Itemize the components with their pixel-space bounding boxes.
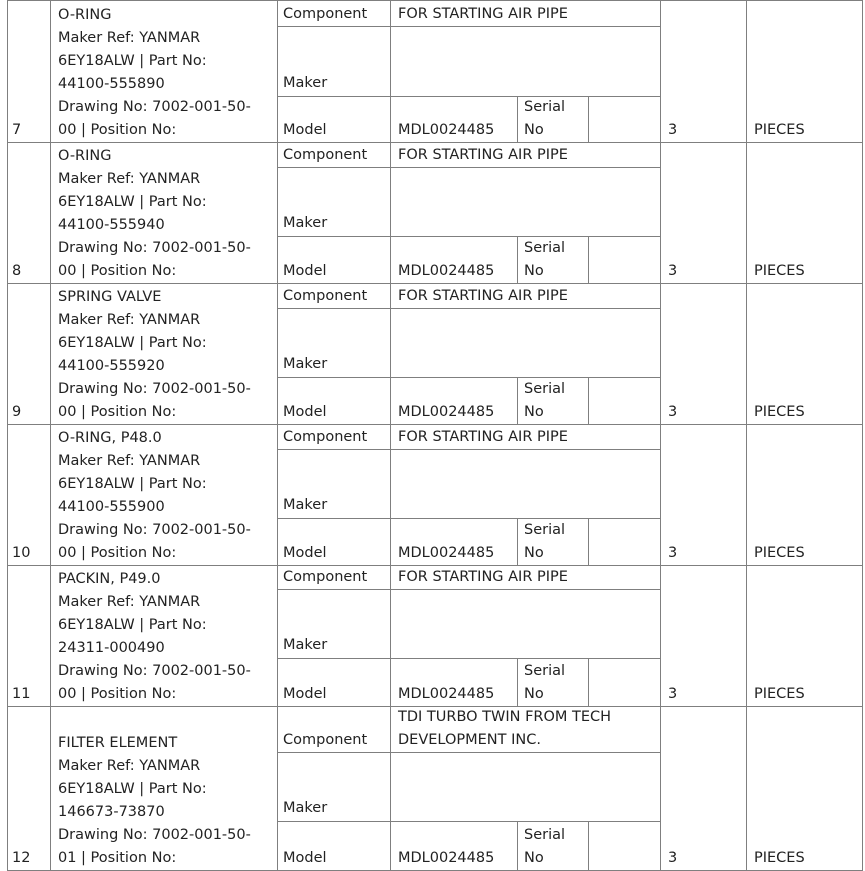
component-value: FOR STARTING AIR PIPE (398, 147, 568, 163)
grid-line (862, 283, 863, 424)
grid-line (7, 0, 8, 142)
grid-line (746, 283, 747, 424)
model-value: MDL0024485 (398, 850, 495, 866)
grid-line (517, 658, 518, 706)
model-value: MDL0024485 (398, 263, 495, 279)
grid-line (7, 142, 8, 283)
grid-line (277, 142, 278, 283)
grid-line (277, 565, 278, 706)
serial-label: No (524, 263, 544, 279)
grid-line (517, 821, 518, 870)
grid-line (390, 565, 391, 706)
grid-line (660, 0, 661, 142)
grid-line (588, 96, 589, 142)
item-description-line: Drawing No: 7002-001-50- (58, 663, 251, 679)
grid-line (50, 706, 51, 870)
item-description-line: 146673-73870 (58, 804, 165, 820)
grid-line (660, 142, 661, 283)
item-description-line: Maker Ref: YANMAR (58, 30, 201, 46)
model-value: MDL0024485 (398, 404, 495, 420)
item-description-line: O-RING, P48.0 (58, 430, 162, 446)
model-label: Model (283, 545, 327, 561)
grid-line (277, 308, 661, 309)
model-label: Model (283, 263, 327, 279)
serial-label: Serial (524, 99, 566, 115)
grid-line (277, 424, 278, 565)
serial-label: Serial (524, 522, 566, 538)
item-description-line: 6EY18ALW | Part No: (58, 335, 207, 351)
grid-line (588, 236, 589, 283)
grid-line (7, 283, 8, 424)
grid-line (862, 565, 863, 706)
grid-line (746, 565, 747, 706)
grid-line (277, 0, 278, 142)
grid-line (277, 821, 661, 822)
row-number: 11 (12, 686, 31, 702)
item-description-line: 00 | Position No: (58, 545, 177, 561)
serial-label: Serial (524, 381, 566, 397)
item-description-line: Maker Ref: YANMAR (58, 312, 201, 328)
serial-label: No (524, 122, 544, 138)
row-number: 8 (12, 263, 22, 279)
component-value: FOR STARTING AIR PIPE (398, 6, 568, 22)
model-value: MDL0024485 (398, 545, 495, 561)
item-description-line: 00 | Position No: (58, 122, 177, 138)
grid-line (746, 424, 747, 565)
model-label: Model (283, 850, 327, 866)
component-label: Component (283, 732, 368, 748)
serial-label: Serial (524, 827, 566, 843)
model-label: Model (283, 404, 327, 420)
grid-line (862, 424, 863, 565)
grid-line (390, 706, 391, 870)
grid-line (277, 26, 661, 27)
unit-value: PIECES (754, 263, 805, 279)
item-description-line: 44100-555890 (58, 76, 165, 92)
grid-line (517, 377, 518, 424)
item-description-line: Drawing No: 7002-001-50- (58, 99, 251, 115)
serial-label: Serial (524, 240, 566, 256)
model-value: MDL0024485 (398, 686, 495, 702)
grid-line (277, 167, 661, 168)
item-description-line: Maker Ref: YANMAR (58, 453, 201, 469)
model-label: Model (283, 122, 327, 138)
item-description-line: O-RING (58, 148, 112, 164)
grid-line (50, 283, 51, 424)
grid-line (7, 283, 863, 284)
row-number: 9 (12, 404, 22, 420)
component-label: Component (283, 429, 368, 445)
grid-line (660, 283, 661, 424)
grid-line (588, 658, 589, 706)
grid-line (588, 377, 589, 424)
component-label: Component (283, 569, 368, 585)
component-label: Component (283, 147, 368, 163)
quantity-value: 3 (668, 850, 678, 866)
serial-label: No (524, 686, 544, 702)
component-value: FOR STARTING AIR PIPE (398, 429, 568, 445)
serial-label: No (524, 850, 544, 866)
item-description-line: Maker Ref: YANMAR (58, 594, 201, 610)
item-description-line: FILTER ELEMENT (58, 735, 178, 751)
maker-label: Maker (283, 497, 328, 513)
serial-label: Serial (524, 663, 566, 679)
grid-line (277, 449, 661, 450)
maker-label: Maker (283, 215, 328, 231)
maker-label: Maker (283, 356, 328, 372)
item-description-line: Maker Ref: YANMAR (58, 758, 201, 774)
grid-line (7, 706, 8, 870)
quantity-value: 3 (668, 404, 678, 420)
item-description-line: 6EY18ALW | Part No: (58, 781, 207, 797)
item-description-line: 6EY18ALW | Part No: (58, 53, 207, 69)
grid-line (277, 658, 661, 659)
grid-line (517, 518, 518, 565)
item-description-line: 24311-000490 (58, 640, 165, 656)
serial-label: No (524, 545, 544, 561)
grid-line (277, 589, 661, 590)
grid-line (660, 424, 661, 565)
grid-line (862, 142, 863, 283)
grid-line (746, 706, 747, 870)
maker-label: Maker (283, 800, 328, 816)
grid-line (7, 142, 863, 143)
row-number: 10 (12, 545, 31, 561)
grid-line (390, 424, 391, 565)
row-number: 12 (12, 850, 31, 866)
item-description-line: Drawing No: 7002-001-50- (58, 240, 251, 256)
unit-value: PIECES (754, 545, 805, 561)
grid-line (588, 821, 589, 870)
row-number: 7 (12, 122, 22, 138)
grid-line (7, 0, 863, 1)
grid-line (277, 377, 661, 378)
grid-line (660, 706, 661, 870)
grid-line (277, 283, 278, 424)
grid-line (517, 236, 518, 283)
grid-line (862, 706, 863, 870)
quantity-value: 3 (668, 263, 678, 279)
item-description-line: O-RING (58, 7, 112, 23)
model-value: MDL0024485 (398, 122, 495, 138)
grid-line (7, 424, 8, 565)
maker-label: Maker (283, 637, 328, 653)
component-label: Component (283, 288, 368, 304)
item-description-line: 44100-555900 (58, 499, 165, 515)
unit-value: PIECES (754, 686, 805, 702)
grid-line (50, 0, 51, 142)
grid-line (277, 752, 661, 753)
component-label: Component (283, 6, 368, 22)
item-description-line: PACKIN, P49.0 (58, 571, 161, 587)
item-description-line: 44100-555920 (58, 358, 165, 374)
grid-line (50, 142, 51, 283)
serial-label: No (524, 404, 544, 420)
item-description-line: 00 | Position No: (58, 263, 177, 279)
quantity-value: 3 (668, 545, 678, 561)
grid-line (862, 0, 863, 142)
item-description-line: 44100-555940 (58, 217, 165, 233)
grid-line (277, 518, 661, 519)
grid-line (7, 424, 863, 425)
item-description-line: Drawing No: 7002-001-50- (58, 827, 251, 843)
component-value: FOR STARTING AIR PIPE (398, 569, 568, 585)
quantity-value: 3 (668, 686, 678, 702)
model-label: Model (283, 686, 327, 702)
item-description-line: 00 | Position No: (58, 404, 177, 420)
grid-line (50, 565, 51, 706)
unit-value: PIECES (754, 850, 805, 866)
component-value: DEVELOPMENT INC. (398, 732, 541, 748)
grid-line (390, 283, 391, 424)
grid-line (7, 565, 8, 706)
unit-value: PIECES (754, 122, 805, 138)
grid-line (660, 565, 661, 706)
item-description-line: 6EY18ALW | Part No: (58, 476, 207, 492)
grid-line (277, 706, 278, 870)
item-description-line: 00 | Position No: (58, 686, 177, 702)
grid-line (746, 0, 747, 142)
component-value: FOR STARTING AIR PIPE (398, 288, 568, 304)
grid-line (588, 518, 589, 565)
grid-line (390, 0, 391, 142)
item-description-line: 6EY18ALW | Part No: (58, 194, 207, 210)
grid-line (50, 424, 51, 565)
item-description-line: Drawing No: 7002-001-50- (58, 381, 251, 397)
grid-line (517, 96, 518, 142)
component-value: TDI TURBO TWIN FROM TECH (398, 709, 612, 725)
grid-line (277, 236, 661, 237)
grid-line (390, 142, 391, 283)
unit-value: PIECES (754, 404, 805, 420)
item-description-line: Maker Ref: YANMAR (58, 171, 201, 187)
item-description-line: Drawing No: 7002-001-50- (58, 522, 251, 538)
item-description-line: SPRING VALVE (58, 289, 162, 305)
grid-line (746, 142, 747, 283)
item-description-line: 6EY18ALW | Part No: (58, 617, 207, 633)
maker-label: Maker (283, 75, 328, 91)
item-description-line: 01 | Position No: (58, 850, 177, 866)
quantity-value: 3 (668, 122, 678, 138)
grid-line (277, 96, 661, 97)
